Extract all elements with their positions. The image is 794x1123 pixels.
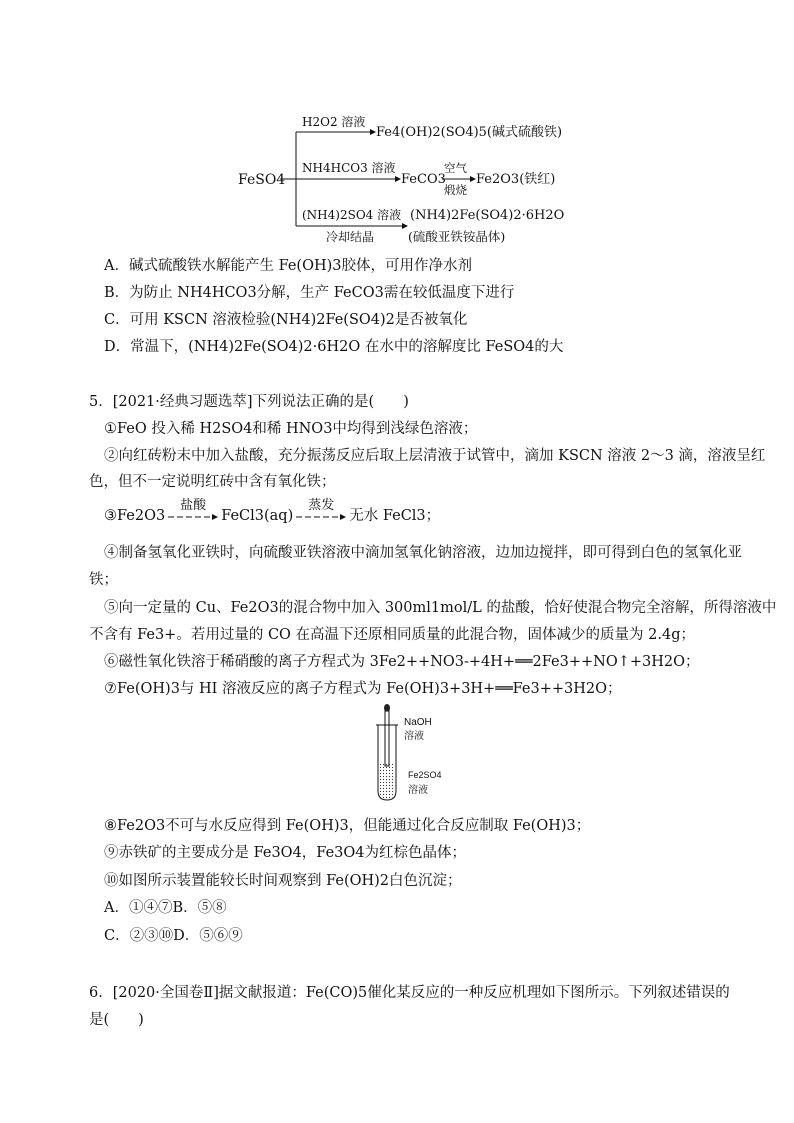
scheme-branch2-cond-top: 空气 [444, 161, 467, 175]
q4-option-c: C．可用 KSCN 溶液检验(NH4)2Fe(SO4)2是否被氧化 [104, 312, 468, 328]
s3-start: ③Fe2O3 [104, 508, 166, 524]
q5-statement-10: ⑩如图所示装置能较长时间观察到 Fe(OH)2白色沉淀； [104, 873, 462, 889]
q5-stem: 5．[2021·经典习题选萃]下列说法正确的是( ) [89, 394, 409, 410]
q5-statement-4b: 铁； [89, 572, 118, 588]
q5-statement-5b: 不含有 Fe3+。若用过量的 CO 在高温下还原相同质量的此混合物，固体减少的质量为 2.4g； [89, 627, 695, 643]
scheme-branch2-mid: FeCO3 [401, 172, 446, 187]
scheme-branch2-reagent: NH4HCO3 溶液 [302, 161, 396, 175]
q5-statement-5a: ⑤向一定量的 Cu、Fe2O3的混合物中加入 300ml1mol/L 的盐酸，恰好使混合物完全溶解，所得溶液中 [104, 600, 777, 616]
scheme-branch1-reagent: H2O2 溶液 [302, 115, 366, 129]
q5-options-ab: A．①④⑦B．⑤⑧ [104, 900, 227, 916]
s3-mid: FeCl3(aq) [221, 508, 294, 524]
s3-end: 无水 FeCl3； [349, 508, 441, 524]
q4-option-d: D．常温下，(NH4)2Fe(SO4)2·6H2O 在水中的溶解度比 FeSO4的大 [104, 339, 564, 355]
tube-label-bottom-2: 溶液 [408, 785, 428, 796]
s3-arrow-2-label: 蒸发 [308, 498, 335, 513]
arrow-right-icon [168, 513, 218, 521]
reaction-scheme [230, 108, 610, 248]
scheme-branch3-product: (NH4)2Fe(SO4)2·6H2O [410, 208, 565, 223]
q5-statement-9: ⑨赤铁矿的主要成分是 Fe3O4，Fe3O4为红棕色晶体； [104, 845, 466, 861]
q5-statement-2a: ②向红砖粉末中加入盐酸，充分振荡反应后取上层清液于试管中，滴加 KSCN 溶液 2～3 滴，溶液呈红 [104, 448, 766, 464]
scheme-reactant: FeSO4 [238, 172, 286, 188]
scheme-branch2-product: Fe2O3(铁红) [476, 172, 556, 187]
q5-statement-2b: 色，但不一定说明红砖中含有氧化铁； [89, 474, 336, 490]
tube-label-bottom-1: Fe2SO4 [408, 770, 442, 780]
q5-statement-7: ⑦Fe(OH)3与 HI 溶液反应的离子方程式为 Fe(OH)3+3H+══Fe3++3H2O； [104, 681, 622, 697]
tube-label-top-1: NaOH [404, 717, 432, 728]
q5-statement-4a: ④制备氢氧化亚铁时，向硫酸亚铁溶液中滴加氢氧化钠溶液，边加边搅拌，即可得到白色的氢氧化亚 [104, 545, 742, 561]
scheme-branch3-cond: 冷却结晶 [326, 230, 375, 244]
q6-stem-line-2: 是( ) [89, 1012, 144, 1028]
s3-arrow-1-label: 盐酸 [180, 498, 207, 513]
s3-arrow-2 [296, 499, 346, 521]
s3-arrow-1 [168, 499, 218, 521]
q6-stem-line-1: 6．[2020·全国卷Ⅱ]据文献报道：Fe(CO)5催化某反应的一种反应机理如下图所示。下列叙述错误的 [89, 985, 730, 1001]
scheme-branch2-cond-bottom: 煅烧 [444, 183, 467, 197]
scheme-branch1-product: Fe4(OH)2(SO4)5(碱式硫酸铁) [376, 125, 563, 140]
q5-statement-6: ⑥磁性氧化铁溶于稀硝酸的离子方程式为 3Fe2++NO3-+4H+══2Fe3++NO↑+3H2O； [104, 654, 700, 670]
q4-option-a: A．碱式硫酸铁水解能产生 Fe(OH)3胶体，可用作净水剂 [104, 258, 472, 274]
test-tube-figure [370, 703, 480, 803]
arrow-right-icon [296, 513, 346, 521]
q5-statement-8: ⑧Fe2O3不可与水反应得到 Fe(OH)3，但能通过化合反应制取 Fe(OH)3； [104, 818, 591, 834]
q4-option-b: B．为防止 NH4HCO3分解，生产 FeCO3需在较低温度下进行 [104, 285, 515, 301]
q5-statement-3 [104, 498, 744, 527]
q5-statement-1: ①FeO 投入稀 H2SO4和稀 HNO3中均得到浅绿色溶液； [104, 421, 478, 437]
q5-options-cd: C．②③⑩D．⑤⑥⑨ [104, 928, 243, 944]
scheme-branch3-reagent: (NH4)2SO4 溶液 [302, 208, 402, 222]
tube-label-top-2: 溶液 [404, 731, 424, 742]
scheme-branch3-note: (硫酸亚铁铵晶体) [408, 229, 506, 244]
